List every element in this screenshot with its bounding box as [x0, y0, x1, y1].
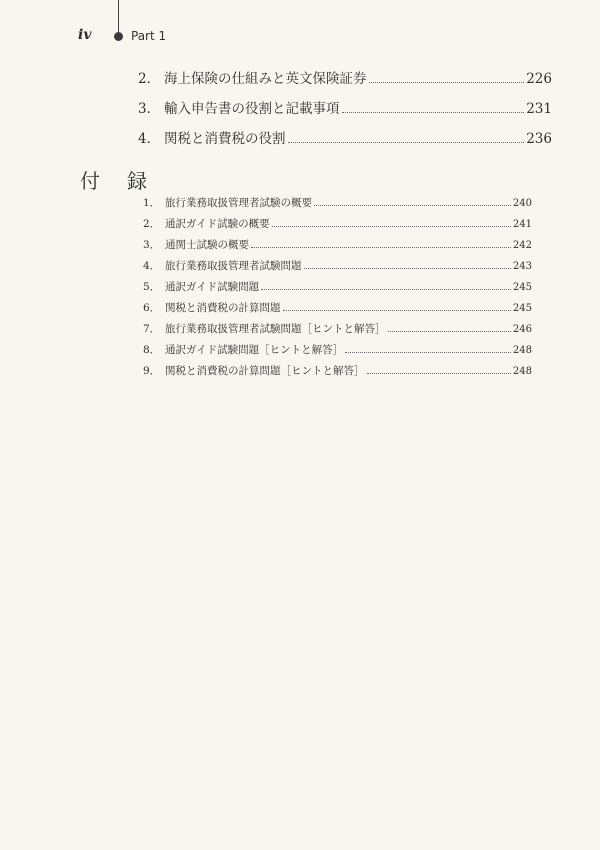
appendix-heading: 付録	[80, 169, 174, 193]
appendix-entry-title: 関税と消費税の計算問題	[165, 302, 281, 314]
appendix-entry-number: 2．	[143, 218, 161, 230]
toc-entry-page: 226	[526, 71, 552, 87]
dot-leader	[272, 226, 511, 227]
toc-entry-title: 関税と消費税の役割	[164, 131, 286, 147]
toc-entry-title: 海上保険の仕組みと英文保険証券	[164, 71, 367, 87]
appendix-entry-page: 246	[512, 324, 532, 335]
toc-entry-page: 231	[526, 101, 552, 117]
appendix-entry-number: 9．	[143, 365, 161, 377]
dot-leader	[345, 352, 511, 353]
appendix-entry-page: 248	[512, 345, 532, 356]
appendix-entry-title: 旅行業務取扱管理者試験問題［ヒントと解答］	[165, 323, 386, 335]
appendix-entry-title: 通訳ガイド試験問題［ヒントと解答］	[165, 344, 344, 356]
appendix-entry	[143, 237, 532, 252]
appendix-entry-page: 241	[512, 219, 532, 230]
appendix-entry	[143, 342, 532, 357]
appendix-entry	[143, 279, 532, 294]
dot-leader	[367, 373, 511, 374]
part-label: Part 1	[131, 29, 167, 43]
appendix-entry-number: 8．	[143, 344, 161, 356]
dot-leader	[369, 82, 525, 83]
appendix-entry-title: 通訳ガイド試験問題	[165, 281, 260, 293]
appendix-entry-title: 通訳ガイド試験の概要	[165, 218, 270, 230]
appendix-entry-page: 245	[512, 282, 532, 293]
appendix-entry	[143, 363, 532, 378]
appendix-entry	[143, 216, 532, 231]
appendix-entry	[143, 195, 532, 210]
dot-leader	[288, 142, 525, 143]
dot-leader	[388, 331, 511, 332]
appendix-entry-title: 旅行業務取扱管理者試験問題	[165, 260, 302, 272]
appendix-entry-page: 248	[512, 366, 532, 377]
dot-leader	[283, 310, 511, 311]
appendix-entry-title: 旅行業務取扱管理者試験の概要	[165, 197, 312, 209]
toc-entry	[138, 67, 552, 87]
appendix-entry-page: 243	[512, 261, 532, 272]
appendix-entry-page: 240	[512, 198, 532, 209]
dot-leader	[304, 268, 511, 269]
appendix-entry-number: 7．	[143, 323, 161, 335]
dot-leader	[314, 205, 511, 206]
toc-entry	[138, 127, 552, 147]
appendix-entry-number: 3．	[143, 239, 161, 251]
appendix-entry-page: 245	[512, 303, 532, 314]
appendix-entry	[143, 321, 532, 336]
toc-entry	[138, 97, 552, 117]
appendix-entry-title: 通関士試験の概要	[165, 239, 249, 251]
toc-entry-title: 輸入申告書の役割と記載事項	[164, 101, 340, 117]
dot-leader	[261, 289, 511, 290]
header-rule	[118, 0, 119, 34]
appendix-entry-number: 1．	[143, 197, 161, 209]
appendix-entry-number: 4．	[143, 260, 161, 272]
toc-entry-number: 2．	[138, 71, 161, 87]
toc-entry-number: 4．	[138, 131, 161, 147]
toc-entry-page: 236	[526, 131, 552, 147]
appendix-entry-number: 5．	[143, 281, 161, 293]
page-number: iv	[78, 27, 92, 43]
dot-leader	[342, 112, 525, 113]
appendix-entry	[143, 300, 532, 315]
bullet-icon	[114, 32, 123, 41]
dot-leader	[251, 247, 511, 248]
appendix-entry-page: 242	[512, 240, 532, 251]
appendix-entry-title: 関税と消費税の計算問題［ヒントと解答］	[165, 365, 365, 377]
appendix-entry-number: 6．	[143, 302, 161, 314]
appendix-entry	[143, 258, 532, 273]
toc-entry-number: 3．	[138, 101, 161, 117]
